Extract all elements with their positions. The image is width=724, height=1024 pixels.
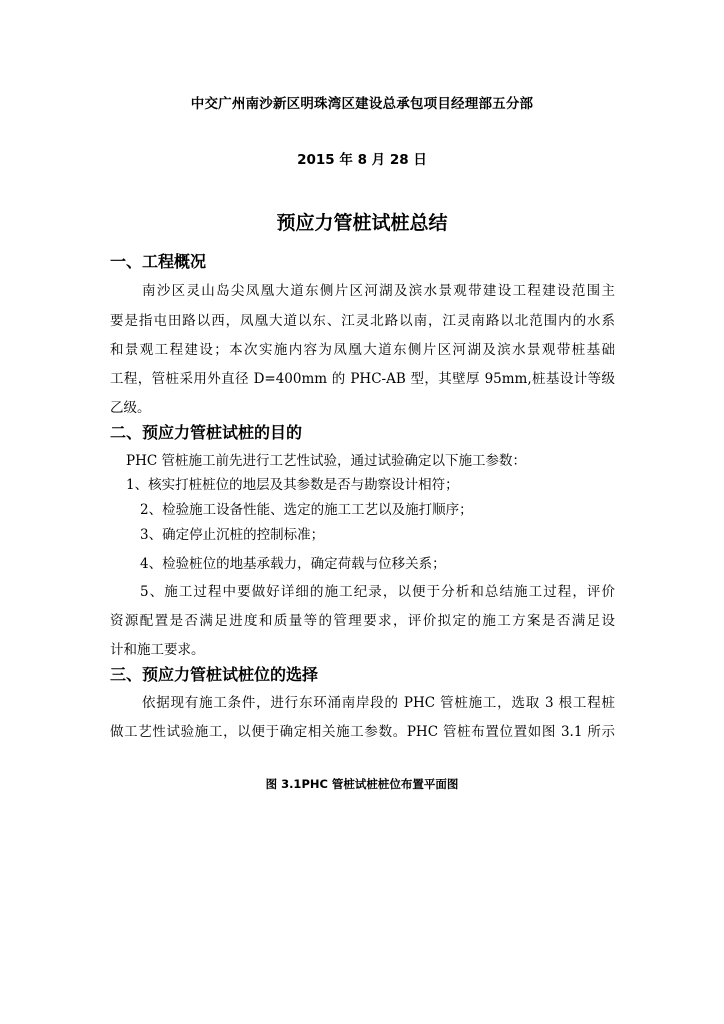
paragraph-line: 做工艺性试验施工，以便于确定相关施工参数。PHC 管桩布置位置如图 3.1 所示 [110,724,615,740]
paragraph-line: 和景观工程建设；本次实施内容为凤凰大道东侧片区河湖及滨水景观带桩基础 [110,342,615,358]
list-item: 1、核实打桩桩位的地层及其参数是否与勘察设计相符； [126,477,459,493]
document-date: 2015 年 8 月 28 日 [297,152,427,168]
list-item: 5、施工过程中要做好详细的施工纪录，以便于分析和总结施工过程，评价 [140,584,615,600]
paragraph-line: 南沙区灵山岛尖凤凰大道东侧片区河湖及滨水景观带建设工程建设范围主 [142,283,615,299]
paragraph-line: 资源配置是否满足进度和质量等的管理要求，评价拟定的施工方案是否满足设 [110,613,615,629]
section-1-heading: 一、工程概况 [110,252,207,271]
document-title: 预应力管桩试桩总结 [276,212,448,234]
organization-name: 中交广州南沙新区明珠湾区建设总承包项目经理部五分部 [190,96,534,112]
paragraph-line: 依据现有施工条件，进行东环涌南岸段的 PHC 管桩施工，选取 3 根工程桩 [142,695,615,711]
list-item: 3、确定停止沉桩的控制标准； [140,527,325,543]
section-2-heading: 二、预应力管桩试桩的目的 [110,423,303,442]
paragraph-line: 计和施工要求。 [110,642,205,658]
paragraph-line: PHC 管桩施工前先进行工艺性试验，通过试验确定以下施工参数： [126,453,526,469]
list-item: 2、检验施工设备性能、选定的施工工艺以及施打顺序； [140,502,473,518]
list-item: 4、检验桩位的地基承载力，确定荷载与位移关系； [140,556,446,572]
paragraph-line: 乙级。 [110,400,151,416]
paragraph-line: 工程，管桩采用外直径 D=400mm 的 PHC-AB 型，其壁厚 95mm,桩基设计等级 [110,371,615,387]
figure-caption: 图 3.1PHC 管桩试桩桩位布置平面图 [265,777,459,791]
section-3-heading: 三、预应力管桩试桩位的选择 [110,665,319,684]
paragraph-line: 要是指屯田路以西，凤凰大道以东、江灵北路以南，江灵南路以北范围内的水系 [110,313,615,329]
